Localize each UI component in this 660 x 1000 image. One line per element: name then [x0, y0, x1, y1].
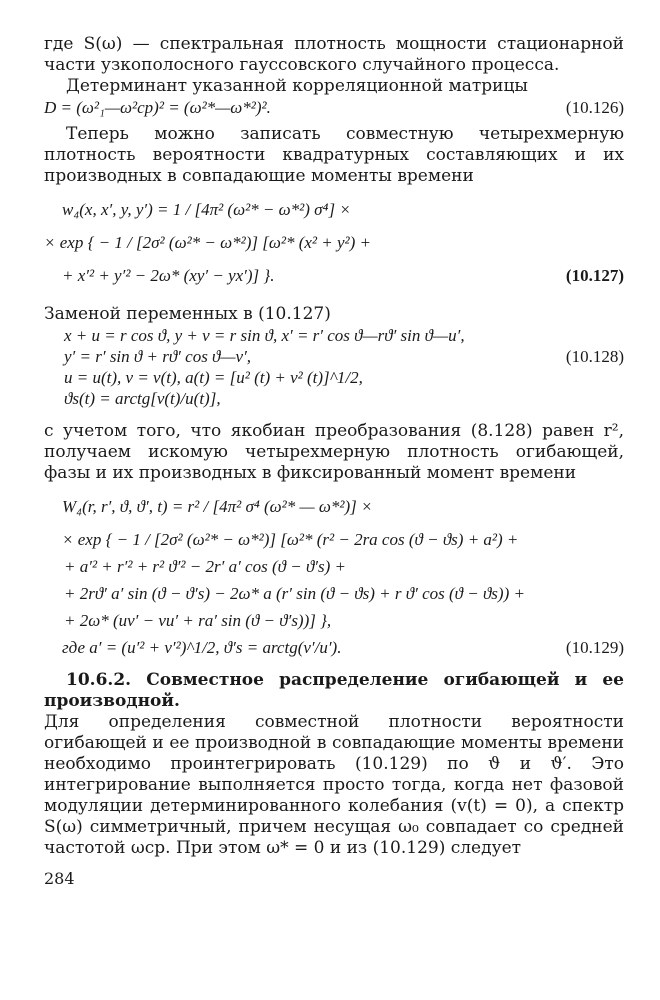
paragraph-joint-distribution: Для определения совместной плотности вероятности огибающей и ее производной в совпадающие моменты времени необходимо проинтегрировать (10.129) по ϑ и ϑ′. Это интегрирование выполняется просто тогда, когда нет фазовой модуляции детерминированного колебания (v(t) = 0), а спектр S(ω) симметричный, причем несущая ω₀ совпадает со средней частотой ωср. При этом ω* = 0 и из (10.129) следует: [44, 712, 624, 858]
formula-10-127-line3: [44, 265, 624, 286]
formula-10-126: [44, 97, 624, 118]
formula-10-129-line4-text: + 2rϑ′ a′ sin (ϑ − ϑ′s) − 2ω* a (r′ sin (ϑ − ϑs) + r ϑ′ cos (ϑ − ϑs)) +: [64, 584, 525, 603]
paragraph-jacobian: с учетом того, что якобиан преобразования (8.128) равен r², получаем искомую четырехмерную плотность огибающей, фазы и их производных в фиксированный момент времени: [44, 421, 624, 483]
formula-10-128-line2: [44, 346, 624, 367]
formula-10-128-line3-text: u = u(t), v = v(t), a(t) = [u² (t) + v² (t)]^1/2,: [64, 368, 363, 387]
equation-number-10-127: (10.127): [565, 266, 624, 285]
paragraph-determinant: Детерминант указанной корреляционной матрицы: [66, 76, 528, 96]
formula-10-129-line3-text: + a′² + r′² + r² ϑ′² − 2r′ a′ cos (ϑ − ϑ′s) +: [64, 557, 347, 576]
paragraph-change-of-variables: Заменой переменных в (10.127): [44, 304, 331, 324]
formula-10-128-line4-text: ϑs(t) = arctg[v(t)/u(t)],: [64, 389, 221, 408]
formula-10-129-line3: [44, 556, 624, 577]
equation-number-10-126: (10.126): [565, 98, 624, 117]
formula-10-129-line6-text: где a′ = (u′² + v′²)^1/2, ϑ′s = arctg(v′/u′).: [62, 638, 342, 657]
paragraph-four-dim-density: Теперь можно записать совместную четырехмерную плотность вероятности квадратурных составляющих и их производных в совпадающие моменты времени: [44, 124, 624, 186]
formula-10-127-line2-text: × exp { − 1 / [2σ² (ω²* − ω*²)] [ω²* (x² + y²) +: [44, 233, 372, 252]
paragraph-spectral-density: где S(ω) — спектральная плотность мощности стационарной части узкополосного гауссовского случайного процесса.: [44, 34, 624, 75]
equation-number-10-129: (10.129): [565, 638, 624, 657]
formula-10-129-line1: [44, 496, 624, 517]
formula-10-128-line1-text: x + u = r cos ϑ, y + v = r sin ϑ, x′ = r′ cos ϑ—rϑ′ sin ϑ—u′,: [64, 326, 465, 345]
formula-10-127-line2: [44, 232, 624, 253]
formula-10-127-line1: [44, 199, 624, 220]
formula-10-129-line5-text: + 2ω* (uv′ − vu′ + ra′ sin (ϑ − ϑ′s))] },: [64, 611, 332, 630]
equation-number-10-128: (10.128): [565, 347, 624, 366]
formula-10-129-line2: [44, 529, 624, 550]
formula-10-129-line1-text: W₄(r, r′, ϑ, ϑ′, t) = r² / [4π² σ⁴ (ω²* — ω*²)] ×: [62, 497, 373, 516]
formula-10-129-line5: [44, 610, 624, 631]
formula-10-129-line2-text: × exp { − 1 / [2σ² (ω²* − ω*²)] [ω²* (r² − 2ra cos (ϑ − ϑs) + a²) +: [62, 530, 519, 549]
formula-10-127-line1-text: w₄(x, x′, y, y′) = 1 / [4π² (ω²* − ω*²) σ⁴] ×: [62, 200, 351, 219]
formula-10-128-line4: [44, 388, 624, 409]
formula-10-128-line3: [44, 367, 624, 388]
formula-10-129-line6: [44, 637, 624, 658]
section-heading-10-6-2: 10.6.2. Совместное распределение огибающей и ее производной.: [44, 670, 624, 711]
page-number: 284: [44, 869, 75, 888]
formula-10-126-text: D = (ω²₁—ω²ср)² = (ω²*—ω*²)².: [44, 98, 271, 117]
formula-10-128-line2-text: y′ = r′ sin ϑ + rϑ′ cos ϑ—v′,: [64, 347, 252, 366]
formula-10-129-line4: [44, 583, 624, 604]
page-body: [44, 34, 624, 888]
formula-10-128-line1: [44, 325, 624, 346]
formula-10-127-line3-text: + x′² + y′² − 2ω* (xy′ − yx′)] }.: [62, 266, 275, 285]
